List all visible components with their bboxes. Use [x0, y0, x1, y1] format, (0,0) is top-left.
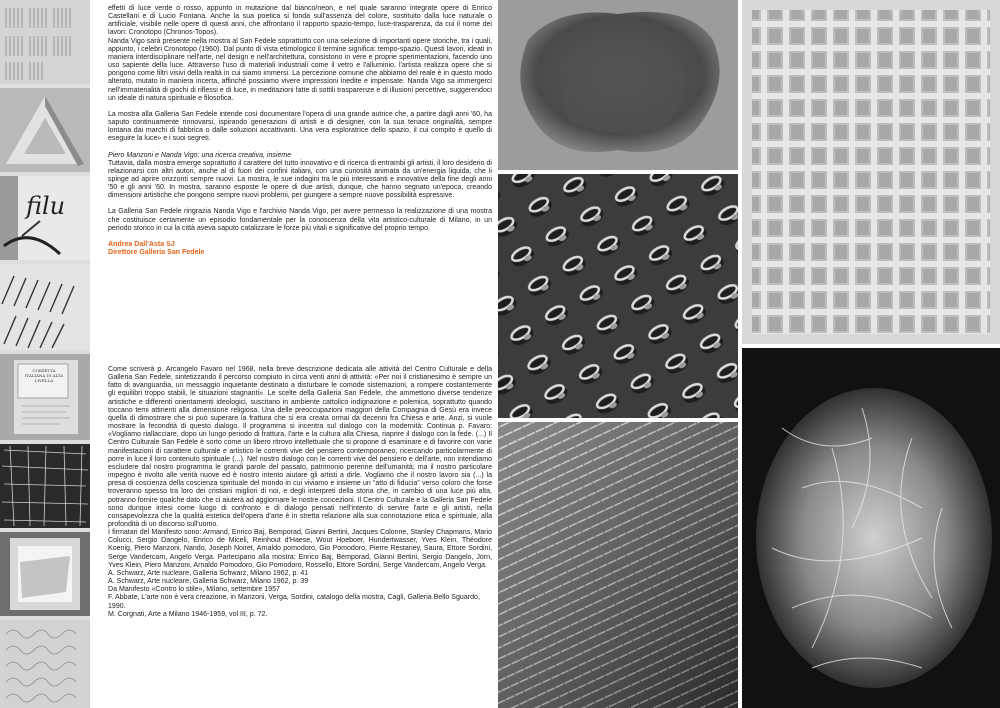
intro-paragraph-2: Nanda Vigo sarà presente nella mostra al San Fedele soprattutto con una selezione di importanti opere storiche, tra i quali, appunto, i celebri Cronotopo (1960). Dal punto di vista etimologico il termine significa: tempo-spazio. Questi lavori, ideati in maniera interdisciplinare nell'arte, nel design e nell'architettura, consistono in vere e proprie sperimentazioni, facendo uno uso sapiente della luce. Attraverso l'uso di materiali industriali come il vetro e l'alluminio, l'artista realizza opere che si pongono come filtri visivi della realtà in cui siamo immersi. La percezione comune che abbiamo del reale è in questo modo alterato, mutato in maniera incerta, affinché possiamo vivere impressioni inedite e impensate. Nanda Vigo sa immergerci nell'immaterialità di giochi di riflessi e di luce, in meditazioni fatte di sottili trasparenze e di illusioni percettive, suggerendoci un ideale di natura spirituale e filosofica.: [108, 37, 492, 102]
thumb-handwriting: [0, 176, 90, 260]
footnote-2: A. Schwarz, Arte nucleare, Galleria Schwarz, Milano 1962, p. 39: [108, 578, 309, 586]
essay-column: [108, 366, 492, 619]
thumb-tally-lines: [0, 0, 90, 84]
footnote-3: Da Manifesto «Contro lo stile», Milano, settembre 1957: [108, 586, 280, 594]
section-subtitle: Piero Manzoni e Nanda Vigo: una ricerca creativa, insieme: [108, 151, 292, 159]
intro-paragraph-5: La Galleria San Fedele ringrazia Nanda Vigo e l'archivio Nanda Vigo, per avere permesso la realizzazione di una mostra che costituisce certamente un episodio fondamentale per la conoscenza della vita artistico-culturale di Milano, in un periodo storico in cui la città aveva saputo catalizzare le forze più vitali e significative del proprio tempo.: [108, 208, 492, 232]
text-column: [108, 0, 492, 257]
thumb-triangle: [0, 88, 90, 172]
essay-paragraph-1: Come scriverà p. Arcangelo Favaro nel 1968, nella breve descrizione dedicata alle attività del Centro Culturale e della Galleria San Fedele, sintetizzando il percorso compiuto in circa venti anni di attività: «Per noi il cristianesimo è sempre un fatto di avanguardia, un messaggio inquietante destinato a disturbare le comode sistemazioni, a rompere costantemente gli equilibri troppo stabili, le situazioni stagnanti». Le scelte della Galleria San Fedele, che ammettono diverse tendenze artistiche e differenti orientamenti ideologici, suscitano in ambiente cattolico indignazione e polemica, soprattutto quando toccano temi attinenti alla dimensione religiosa. Una delle preoccupazioni maggiori della Compagnia di Gesù era invece quella di dimostrare che si può superare la frattura che si era creata ormai da decenni fra Chiesa e arte. Anzi, si vuole mostrare la fecondità di questo dialogo. Il programma si incentra sul dialogo con la modernità: Continua p. Favaro: «Vogliamo riallacciare, dopo un lungo periodo di frattura, l'arte e la cultura alla Chiesa, riaprire il dialogo con la fede. (...) Il Centro Culturale San Fedele è sorto come un libero ritrovo intellettuale che si propone di esaminare e di favorire con varie manifestazioni di carattere culturale e artistico le correnti vive del pensiero contemporaneo, ricercando particolarmente di porre in luce il loro contenuto spirituale (...). Nel nostro dialogo con le correnti vive del pensiero e dell'arte, non intendiamo escludere dal nostro programma le grandi parole del passato, patrimonio perenne dell'umanità; ma il nostro particolare impegno è rivolto alle verità nuove ed è nostro intento aiutare gli artisti a dirle. Vogliamo che il nostro lavoro sia (...) la presa di coscienza della coscienza spirituale del mondo in cui viviamo e insieme un “atto di fiducia” verso coloro che forse troveranno spesso tra loro dei cristiani migliori di noi, e degli interpreti della storia che, in cambio di una luce più alta, potranno fornire qualche dato che ci aiuterà ad aggiornare le nostre concezioni. Il Centro Culturale e la Galleria San Fedele sono dunque intesi come luogo di confronto e di dialogo pensati nell'intento di servire l'arte e gli artisti, nella consapevolezza che la qualità estetica dell'opera d'arte è in stretta relazione alla sua connotazione etica e spirituale, alla profondità di un discorso sull'uomo.: [108, 366, 492, 528]
photo-ring-relief: [498, 174, 738, 418]
photo-feathers: [742, 348, 1000, 708]
intro-paragraph-4: Tuttavia, dalla mostra emerge soprattutto il carattere del tutto innovativo e di ricerca di entrambi gli artisti, il loro desiderio di relazionarsi con altri autori, anche al di fuori dei confini italiani, con una curiosità animata da un'energia liquida, che li spinge ad aprire orizzonti sempre nuovi. La mostra, le sue indagini tra le più interessanti e innovative della fine degli anni '50 e gli anni '60. In mostra, saranno esposte le opere di due artisti, dunque, che hanno segnato un'epoca, creando dimensioni artistiche che pongono sempre nuovi problemi, per giungere a sempre nuove possibilità espressive.: [108, 159, 492, 200]
thumb-label-text: CORSETTA ITALIANA DI ALTA LIVELLA: [24, 368, 64, 383]
intro-paragraph-3: La mostra alla Galleria San Fedele intende così documentare l'opera di una grande autrice che, a partire dagli anni '60, ha saputo continuamente rinnovarsi, ispirando generazioni di artisti e di designer, con la sua tenace originalità, sempre lontana dai marchi di fabbrica o dalle soluzioni accattivanti. Una vera esploratrice dello spazio, il cui compito è quello di eseguire la luce» e i suoi segreti.: [108, 110, 492, 143]
signature-role: Direttore Galleria San Fedele: [108, 249, 205, 257]
photo-stained-paper: [498, 0, 738, 170]
footnote-1: A. Schwarz, Arte nucleare, Galleria Schwarz, Milano 1962, p. 41: [108, 569, 309, 577]
photo-nails-field: [498, 422, 738, 708]
thumbnail-strip: [0, 0, 90, 708]
photo-plaster-grid: [742, 0, 1000, 344]
essay-paragraph-2: I firmatari del Manifesto sono: Armand, Enrico Baj, Bemporad, Gianni Bertini, Jacques Colonne, Stanley Chapmans, Mario Colucci, Sergio Dangelo, Enrico de Miceli, Reinhout d'Haese, Wout Hoeboer, Hundertwasser, Yves Klein, Théodore Koenig, Piero Manzoni, Nando, Joseph Noiret, Arnaldo pomodoro, Gio Pomodoro, Pierre Restaney, Saura, Ettore Sordini, Serge Vandercam, Angelo Verga. Partecipano alla mostra: Enrico Baj, Bemporad, Gianni Bertini, Sergio Dangelo, Jorn, Yves Klein, Piero Manzoni, Arnaldo Pomodoro, Gio Pomodoro, Rossello, Ettore Sordini, Serge Vandercam, Angelo Verga.: [108, 529, 492, 569]
thumb-diagonal-lines: [0, 264, 90, 350]
thumb-document-label: [0, 354, 90, 440]
intro-paragraph-1: effetti di luce verde o rosso, appunto in mutazione dal bianco/neon, e nel quale saranno integrate opere di Enrico Castellani e di Lucio Fontana. Anche la sua poetica si fonda sull'assenza del colore, sostituito dalla luce naturale o artificiale, visibile nelle opere di questi anni, che affrontano il rapporto spazio-tempo, luce-trasparenza, da cui il nome dei lavori: Cronotopo (Chronos-Topos).: [108, 5, 492, 37]
signature-name: Andrea Dall'Asta SJ: [108, 240, 175, 248]
thumb-mirror-light: [0, 532, 90, 616]
footnote-5: M. Corgnati, Arte a Milano 1946-1959, vol III, p. 72.: [108, 610, 268, 618]
thumb-handwriting-text: filu: [26, 192, 66, 220]
thumb-scribble: [0, 620, 90, 708]
thumb-dark-grid: [0, 444, 90, 528]
footnote-4: F. Abbate, L'arte non è vera creazione, in Manzoni, Verga, Sordini, catalogo della mostra, Cagli, Galleria Bello Sguardo, 1990.: [108, 594, 480, 610]
